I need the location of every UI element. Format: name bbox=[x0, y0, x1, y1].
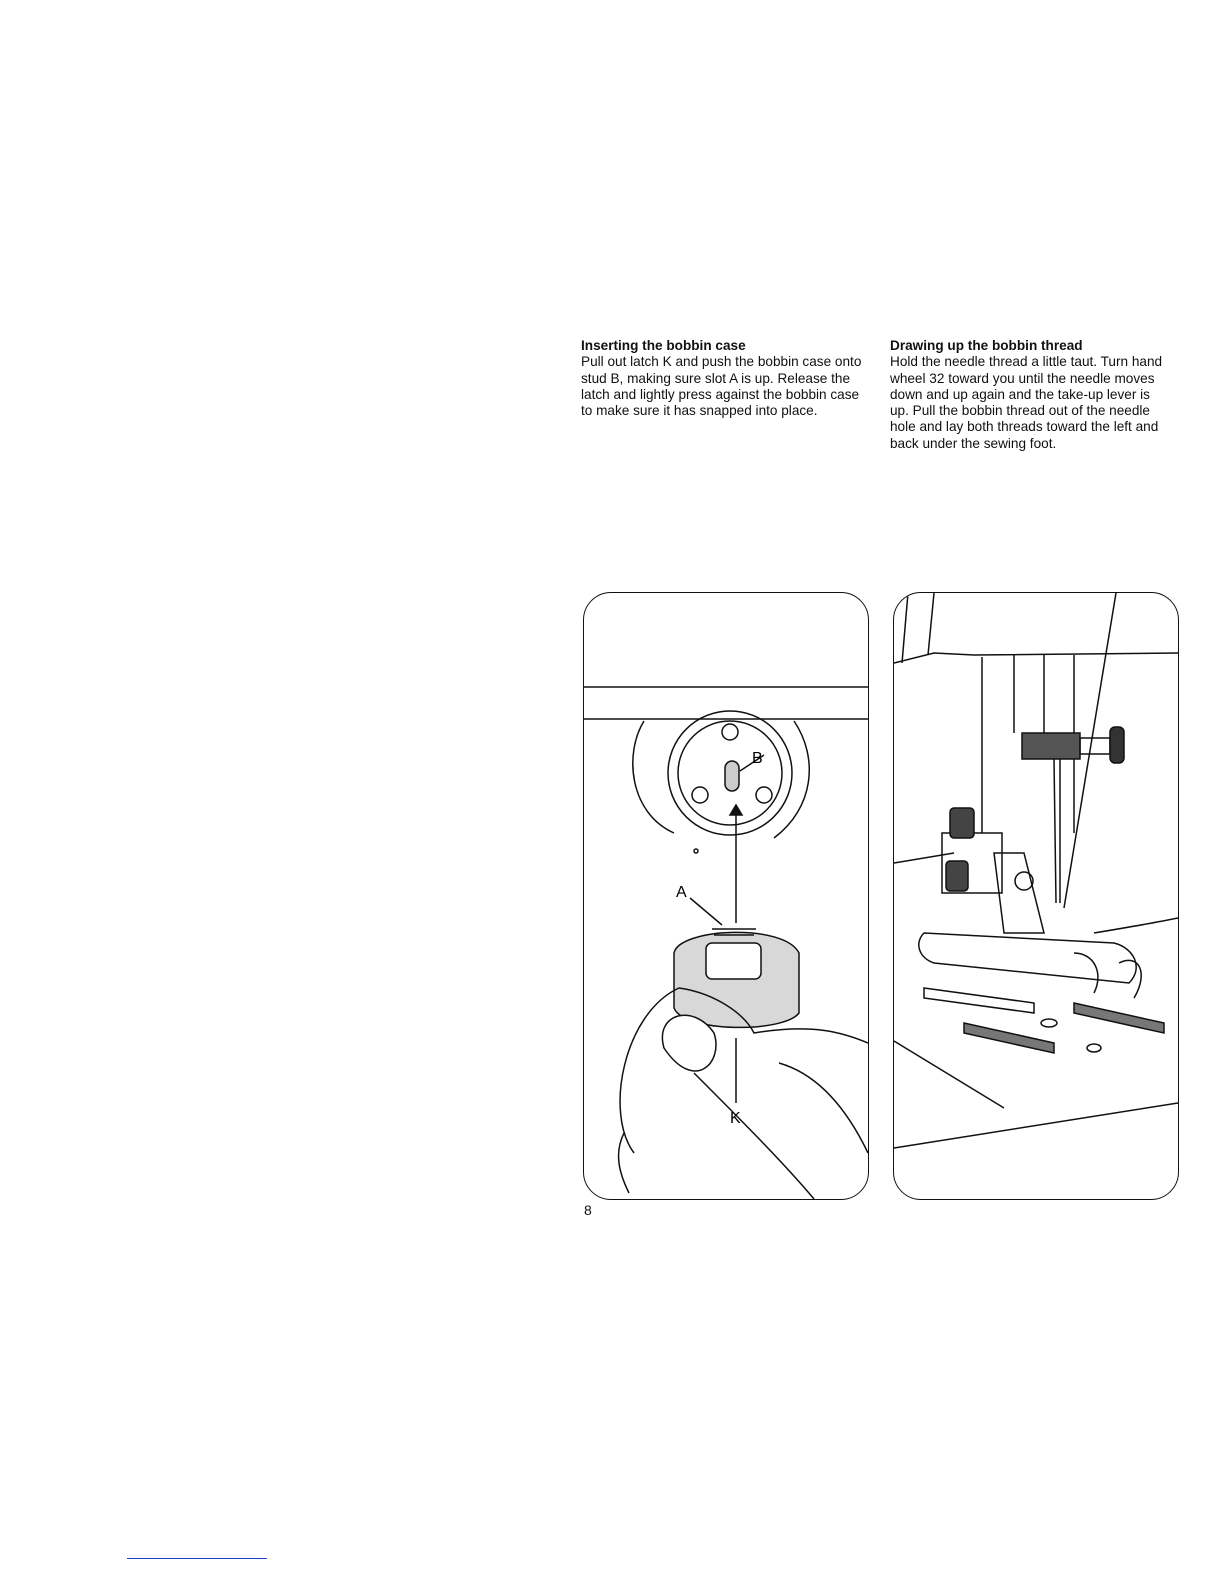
label-b: B bbox=[752, 750, 763, 767]
illustration-bobbin-case bbox=[583, 592, 869, 1200]
label-a: A bbox=[676, 884, 687, 901]
section-title: Drawing up the bobbin thread bbox=[890, 338, 1083, 353]
illustration-presser-foot bbox=[893, 592, 1179, 1200]
divider-line bbox=[127, 1558, 267, 1559]
page-number: 8 bbox=[584, 1202, 592, 1218]
section-title: Inserting the bobbin case bbox=[581, 338, 746, 353]
section-inserting-bobbin-case bbox=[581, 338, 869, 419]
bobbin-case-drawing bbox=[584, 593, 868, 1199]
label-k: K bbox=[730, 1110, 741, 1127]
section-body: Pull out latch K and push the bobbin case onto stud B, making sure slot A is up. Release the latch and lightly press against the bobbin case to make sure it has snapped into place. bbox=[581, 354, 862, 419]
section-body: Hold the needle thread a little taut. Turn hand wheel 32 toward you until the needle moves down and up again and the take-up lever is up. Pull the bobbin thread out of the needle hole and lay both threads toward the left and back under the sewing foot. bbox=[890, 354, 1163, 451]
presser-foot-drawing bbox=[894, 593, 1178, 1199]
section-drawing-up-bobbin-thread bbox=[890, 338, 1172, 452]
